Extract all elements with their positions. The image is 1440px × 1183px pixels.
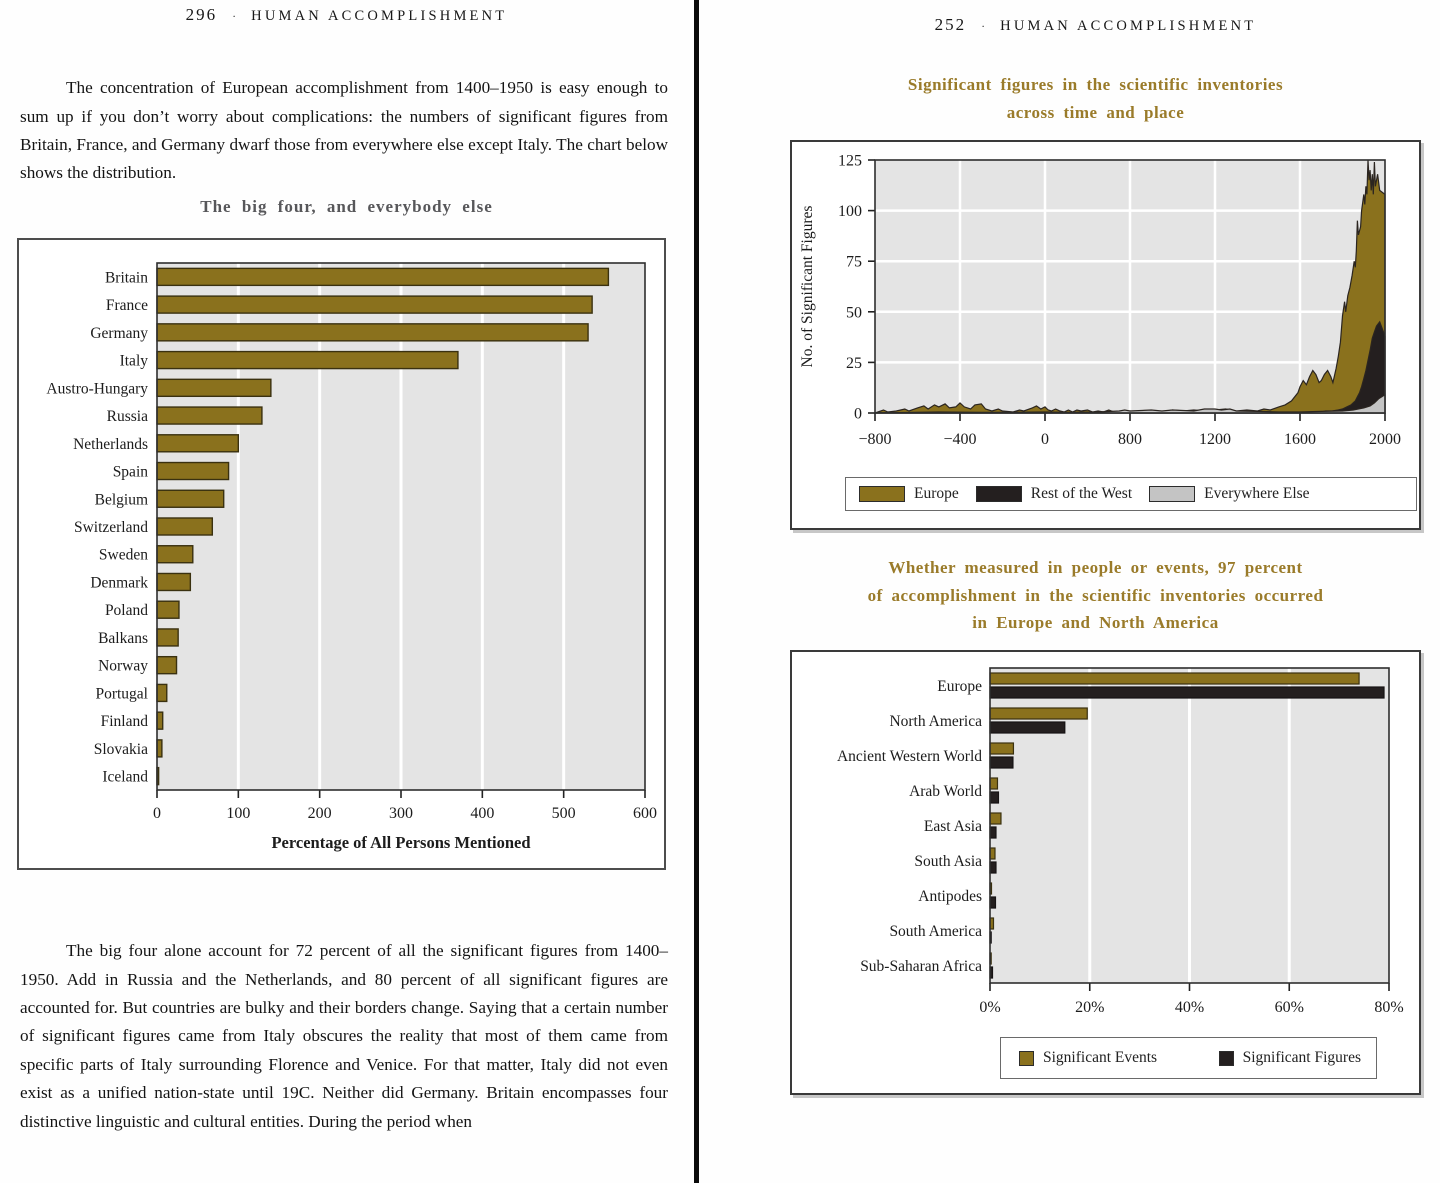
legend-label: Europe [914,485,959,502]
header-dot-icon: · [981,19,986,33]
bar-figures-europe [990,687,1384,698]
bar-events-europe [990,673,1359,684]
right-page-header [700,15,1437,35]
y-axis-label: No. of Significant Figures [799,205,816,368]
category-label: Italy [119,352,148,370]
tick-label: 300 [389,805,413,822]
tick-label: 0 [153,805,161,822]
category-label: Balkans [98,629,148,647]
book-title: HUMAN ACCOMPLISHMENT [251,8,508,24]
bar-britain [157,268,608,285]
bar-finland [157,712,163,729]
bar-austro-hungary [157,379,271,396]
category-label: Finland [100,713,148,731]
tick-label: 125 [838,152,862,170]
tick-label: 25 [846,354,862,372]
bar-norway [157,657,177,674]
tick-label: 2000 [1369,431,1401,448]
bar-figures-antipodes [990,897,995,908]
chart-grouped-bar-frame [790,650,1421,1095]
legend-item-significant-figures [1219,1049,1361,1067]
bar-poland [157,601,179,618]
tick-label: 50 [846,304,862,322]
significant-events-swatch-icon [1019,1051,1034,1066]
bar-russia [157,407,262,424]
tick-label: −800 [858,431,892,448]
legend-item-significant-events [1019,1049,1157,1067]
category-label: Denmark [90,574,148,592]
category-label: South America [889,923,982,940]
area-chart-legend [845,477,1417,511]
chart-big-four [19,240,664,868]
bar-figures-arab-world [990,792,998,803]
bar-belgium [157,490,224,507]
category-label: South Asia [914,853,982,870]
bar-netherlands [157,435,238,452]
paragraph-intro: The concentration of European accomplishment from 1400–1950 is easy enough to sum up if you don’t worry about complications: the numbers of significant figures from Britain, France, and Germany dwarf those from everywhere else except Italy. The chart below shows the distribution. [20,78,668,183]
category-label: Europe [937,678,982,695]
title-line: Whether measured in people or events, 97 percent [888,558,1303,577]
tick-label: 1600 [1284,431,1316,448]
category-label: France [105,297,148,315]
bar-sweden [157,546,193,563]
rest-of-west-swatch-icon [976,486,1022,502]
category-label: Russia [106,408,148,426]
category-label: Spain [112,463,148,481]
tick-label: 40% [1174,999,1205,1016]
bar-denmark [157,573,190,590]
bar-events-ancient-western-world [990,743,1013,754]
title-line: Significant figures in the scientific inventories [907,75,1284,94]
category-label: Belgium [94,491,148,509]
bar-events-arab-world [990,778,997,789]
chart-title-time-place [700,71,1437,126]
category-label: East Asia [923,818,982,835]
category-label: Britain [104,269,148,287]
category-label: Slovakia [93,740,148,758]
legend-label: Everywhere Else [1204,485,1310,502]
category-label: Poland [104,602,148,620]
category-label: Ancient Western World [836,748,982,765]
legend-item-europe [859,485,959,503]
paragraph-discussion: The big four alone account for 72 percent of all the significant figures from 1400–1950. Add in Russia and the Netherlands, and 80 percent of all significant figures are accounted for. But countries are bulky and their borders change. Saying that a certain number of significant figures came from Italy obscures the reality that most of them came from specific parts of Italy surrounding Florence and Venice. For that matter, Italy did not even exist as a unified nation-state until 19C. Neither did Germany. Britain encompasses four distinctive linguistic and cultural entities. During the period when [20,941,668,1131]
bar-germany [157,324,588,341]
tick-label: 800 [1118,431,1142,448]
tick-label: 20% [1075,999,1105,1016]
bar-france [157,296,592,313]
tick-label: 200 [307,805,332,822]
category-label: Norway [98,657,148,675]
bar-portugal [157,684,167,701]
page-number: 296 [185,5,218,24]
title-line: of accomplishment in the scientific inventories occurred [867,585,1324,605]
chart-title-people-events [700,554,1437,637]
header-dot-icon: · [232,9,237,23]
legend-item-everywhere-else [1149,485,1309,503]
category-label: Antipodes [918,888,982,905]
tick-label: 1200 [1199,431,1231,448]
tick-label: −400 [943,431,977,448]
chart-area-frame [790,140,1421,530]
category-label: North America [889,713,982,730]
legend-label: Significant Events [1043,1049,1158,1066]
category-label: Netherlands [73,435,148,453]
legend-label: Significant Figures [1242,1049,1361,1066]
chart-significant-figures-area [792,142,1419,528]
legend-item-rest-of-west [976,485,1132,503]
tick-label: 60% [1274,999,1304,1016]
category-label: Sub-Saharan Africa [860,958,982,975]
tick-label: 75 [846,253,862,271]
left-page-header [0,5,693,25]
bar-figures-ancient-western-world [990,757,1013,768]
page-divider [694,0,699,1183]
category-label: Switzerland [73,519,148,536]
significant-figures-swatch-icon [1219,1051,1234,1066]
bar-italy [157,352,458,369]
tick-label: 100 [226,805,251,822]
category-label: Sweden [98,546,148,564]
tick-label: 0 [854,405,862,423]
right-page [700,0,1437,1183]
category-label: Austro-Hungary [46,380,148,398]
tick-label: 100 [838,203,862,221]
bar-events-east-asia [990,813,1001,824]
bar-figures-east-asia [990,827,996,838]
category-label: Iceland [102,768,148,786]
europe-swatch-icon [859,486,905,502]
left-page [0,0,693,1183]
category-label: Portugal [95,685,148,703]
bar-chart-legend [1000,1037,1377,1079]
category-label: Germany [90,324,148,342]
tick-label: 0 [1041,431,1049,448]
chart-people-vs-events [792,652,1419,1093]
tick-label: 400 [470,805,495,822]
everywhere-else-swatch-icon [1149,486,1195,502]
title-line: in Europe and North America [972,613,1219,632]
page-number: 252 [934,15,967,34]
book-title: HUMAN ACCOMPLISHMENT [1000,18,1257,34]
bar-figures-north-america [990,722,1065,733]
title-line: across time and place [1006,102,1185,122]
bar-balkans [157,629,178,646]
bar-switzerland [157,518,212,535]
tick-label: 600 [633,805,657,822]
x-axis-label: Percentage of All Persons Mentioned [271,833,531,852]
tick-label: 500 [551,805,576,822]
bar-events-north-america [990,708,1087,719]
legend-label: Rest of the West [1030,485,1133,502]
category-label: Arab World [909,783,982,800]
bar-figures-south-asia [990,862,996,873]
bar-spain [157,463,229,480]
tick-label: 80% [1374,999,1404,1016]
tick-label: 0% [979,999,1001,1016]
chart-title-big-four: The big four, and everybody else [200,197,493,216]
chart-big-four-frame [17,238,666,870]
